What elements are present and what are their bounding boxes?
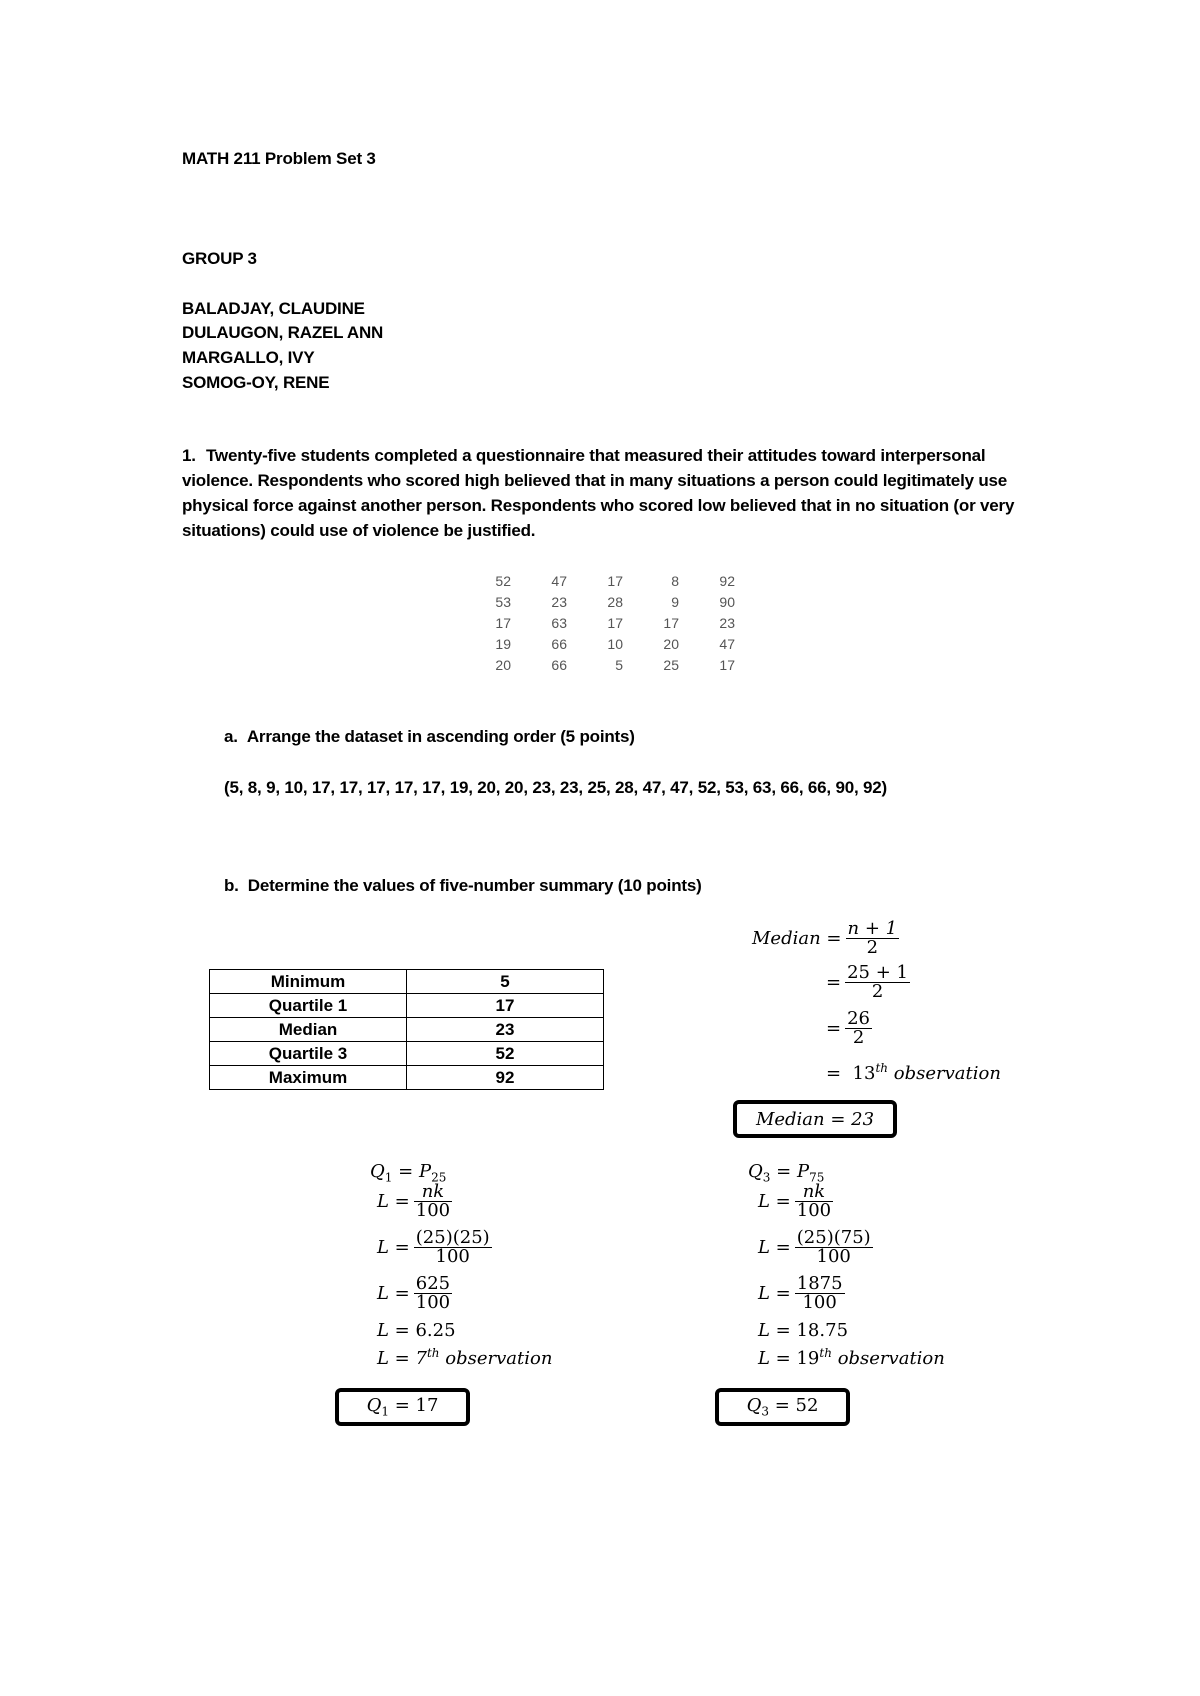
stat-name: Median [210, 1018, 407, 1042]
doc-title: MATH 211 Problem Set 3 [182, 149, 376, 168]
data-cell: 66 [551, 635, 567, 652]
group-label: GROUP 3 [182, 249, 257, 268]
stat-value: 23 [407, 1018, 604, 1042]
member-name: SOMOG-OY, RENE [182, 373, 330, 392]
fraction-denominator: 100 [795, 1293, 845, 1312]
fraction-denominator: 100 [415, 1292, 451, 1313]
fraction-denominator: 100 [796, 1200, 832, 1221]
stat-name: Quartile 1 [210, 994, 407, 1018]
data-cell: 23 [551, 593, 567, 610]
data-row [455, 570, 735, 591]
fraction-numerator: 1875 [796, 1273, 843, 1294]
data-cell: 17 [607, 572, 623, 589]
data-cell: 52 [495, 572, 511, 589]
data-cell: 63 [551, 614, 567, 631]
data-cell: 9 [671, 593, 679, 610]
q1-result: $Q_1 = 17$ [366, 1395, 439, 1419]
q3-observation: L = 19th observation [758, 1346, 945, 1369]
q3-step: L = $\frac{nk}{100}$ [758, 1181, 832, 1221]
median-step: = $\frac{26}{2}$ [826, 1008, 870, 1048]
q1-step: L = $\frac{625}{100}$ [377, 1273, 451, 1313]
data-row [455, 591, 735, 612]
member-name: DULAUGON, RAZEL ANN [182, 323, 384, 342]
data-cell: 20 [495, 656, 511, 673]
q3-header: $Q_3 = P_{75}$ [748, 1161, 825, 1185]
data-cell: 19 [495, 635, 511, 652]
q3-step: L = $\frac{(25)(75)}{100}$ [758, 1227, 871, 1267]
data-cell: 17 [607, 614, 623, 631]
data-cell: 8 [671, 572, 679, 589]
fraction-denominator: 2 [846, 938, 900, 957]
part-b-label: b. [224, 876, 239, 895]
data-cell: 53 [495, 593, 511, 610]
stat-name: Minimum [210, 970, 407, 994]
fraction-numerator: (25)(25) [415, 1227, 490, 1248]
stat-value: 5 [407, 970, 604, 994]
member-name: MARGALLO, IVY [182, 348, 315, 367]
fraction-denominator: 2 [845, 1028, 872, 1047]
five-number-summary-table [209, 969, 604, 1090]
data-cell: 66 [551, 656, 567, 673]
part-a-text: Arrange the dataset in ascending order (5 points) [246, 727, 635, 746]
data-cell: 25 [663, 656, 679, 673]
fraction-numerator: 25 + 1 [847, 962, 908, 983]
fraction-denominator: 100 [795, 1247, 873, 1266]
median-result: Median = 23 [755, 1108, 875, 1130]
fraction-numerator: 625 [415, 1273, 451, 1294]
part-a-label: a. [224, 727, 238, 746]
fraction-numerator: nk [421, 1181, 445, 1202]
raw-data-grid [455, 570, 735, 675]
stat-value: 52 [407, 1042, 604, 1066]
q1-header: $Q_1 = P_{25}$ [370, 1161, 447, 1185]
part-a-answer: (5, 8, 9, 10, 17, 17, 17, 17, 17, 19, 20, 20, 23, 23, 25, 28, 47, 47, 52, 53, 63, 66, 66, 90, 92) [224, 778, 887, 797]
data-cell: 20 [663, 635, 679, 652]
problem-statement [182, 443, 1032, 543]
data-cell: 17 [663, 614, 679, 631]
data-row [455, 612, 735, 633]
median-symbol: Median [752, 927, 821, 949]
fraction-numerator: nk [802, 1181, 826, 1202]
table-row [210, 1042, 604, 1066]
q3-step: L = $\frac{1875}{100}$ [758, 1273, 843, 1313]
q3-result: $Q_3 = 52$ [746, 1395, 819, 1419]
median-formula: Median = $\frac{n + 1}{2}$ [752, 918, 898, 958]
data-cell: 5 [615, 656, 623, 673]
stat-value: 92 [407, 1066, 604, 1090]
data-cell: 28 [607, 593, 623, 610]
data-cell: 10 [607, 635, 623, 652]
median-step: = $\frac{25 + 1}{2}$ [826, 962, 908, 1002]
data-cell: 23 [719, 614, 735, 631]
fraction-numerator: (25)(75) [796, 1227, 871, 1248]
table-row [210, 1066, 604, 1090]
data-cell: 17 [495, 614, 511, 631]
data-cell: 47 [551, 572, 567, 589]
part-b-text: Determine the values of five-number summary (10 points) [247, 876, 702, 895]
member-name: BALADJAY, CLAUDINE [182, 299, 365, 318]
table-row [210, 1018, 604, 1042]
table-row [210, 994, 604, 1018]
fraction-denominator: 2 [845, 982, 910, 1001]
fraction-denominator: 100 [414, 1247, 492, 1266]
table-row [210, 970, 604, 994]
q1-l-value: L = 6.25 [377, 1320, 456, 1341]
median-observation: = 13th observation [826, 1061, 1001, 1084]
part-b-question [224, 877, 702, 894]
median-result-box [733, 1100, 897, 1138]
data-cell: 92 [719, 572, 735, 589]
problem-text: Twenty-five students completed a questionnaire that measured their attitudes toward interpersonal violence. Respondents who scored high believed that in many situations a person could legitimately use physical force against another person. Respondents who scored low believed that in no situation (or very situations) could use of violence be justified. [182, 446, 1015, 540]
q1-step: L = $\frac{(25)(25)}{100}$ [377, 1227, 490, 1267]
stat-name: Maximum [210, 1066, 407, 1090]
data-cell: 90 [719, 593, 735, 610]
problem-number: 1. [182, 446, 196, 465]
data-cell: 47 [719, 635, 735, 652]
data-row [455, 633, 735, 654]
q1-observation: L = 7th observation [377, 1346, 553, 1369]
fraction-numerator: n + 1 [847, 918, 898, 939]
q1-result-box [335, 1388, 470, 1426]
stat-name: Quartile 3 [210, 1042, 407, 1066]
q3-result-box [715, 1388, 850, 1426]
fraction-numerator: 26 [847, 1008, 870, 1029]
q1-step: L = $\frac{nk}{100}$ [377, 1181, 451, 1221]
part-a-question [224, 728, 635, 745]
fraction-denominator: 100 [415, 1200, 451, 1221]
data-row [455, 654, 735, 675]
q3-l-value: L = 18.75 [758, 1320, 849, 1341]
stat-value: 17 [407, 994, 604, 1018]
data-cell: 17 [719, 656, 735, 673]
